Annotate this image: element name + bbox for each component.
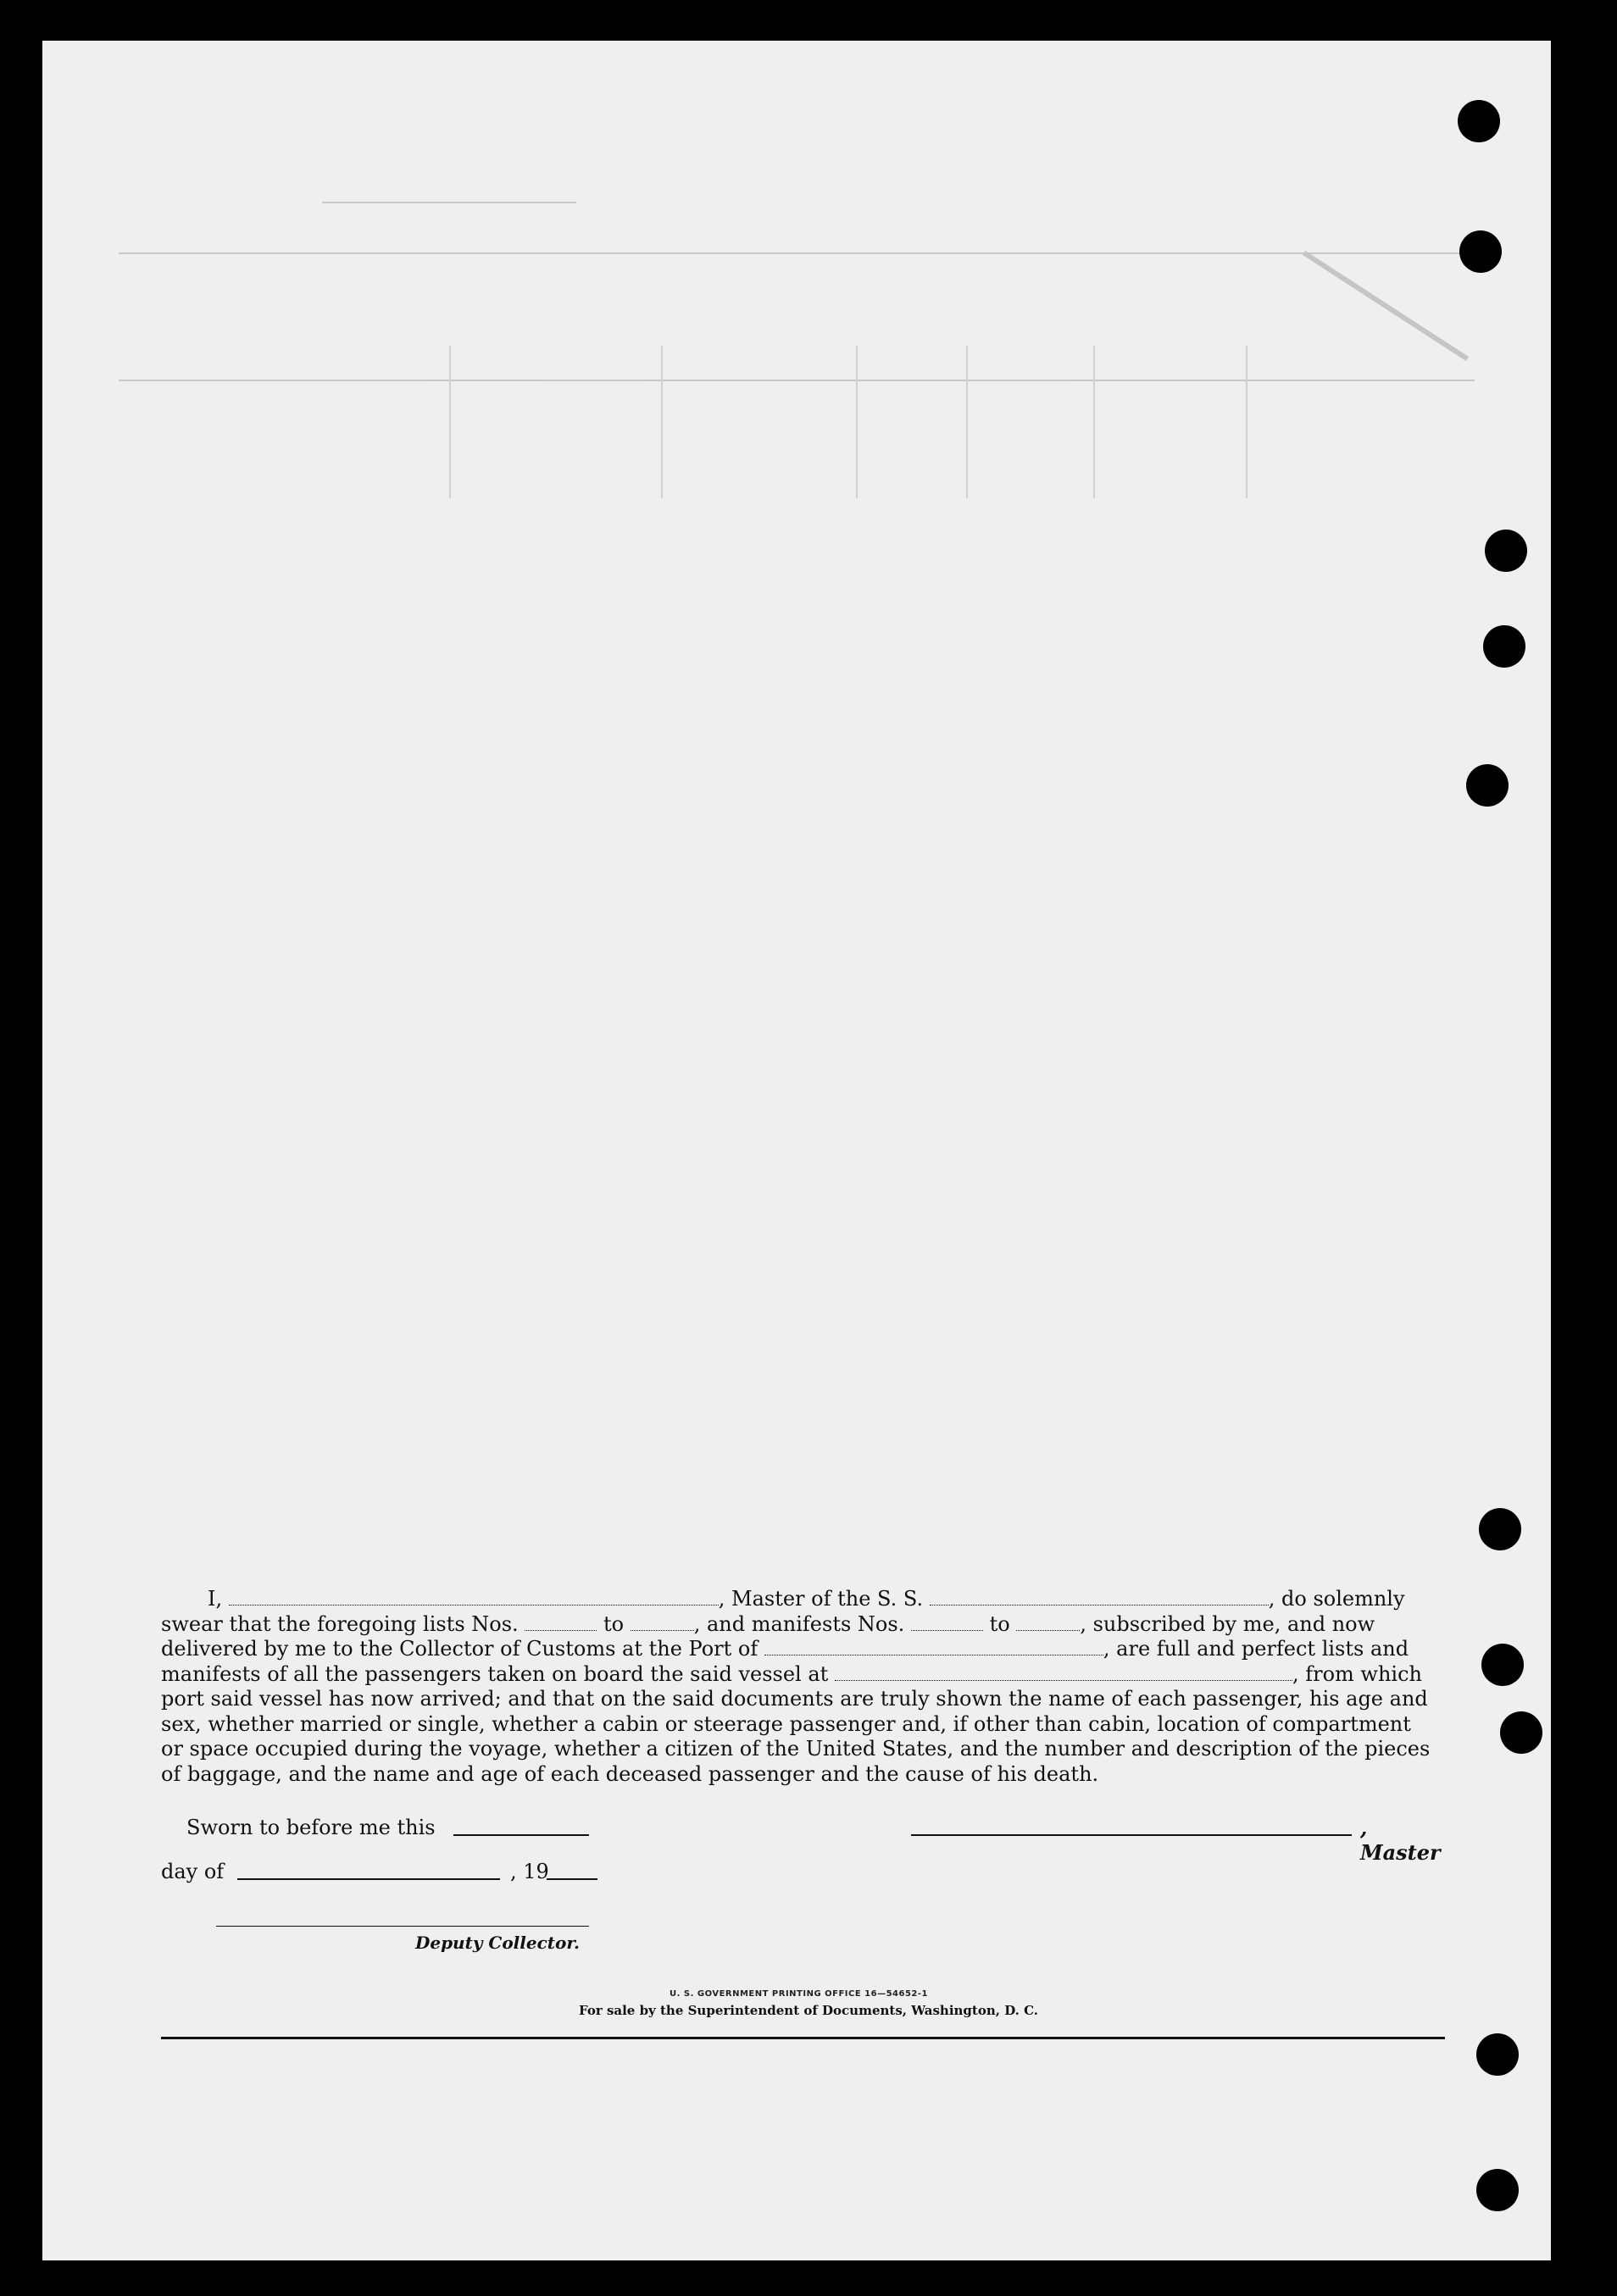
punch-hole <box>1483 625 1525 668</box>
footer-divider <box>161 2037 1445 2039</box>
oath-line-1: I, , Master of the S. S. , do solemnly <box>208 1587 1405 1611</box>
punch-hole <box>1466 764 1509 807</box>
oath-paragraph <box>161 1587 1445 1787</box>
year-label: , 19 <box>510 1860 549 1883</box>
oath-line-5: port said vessel has now arrived; and that on the said documents are truly shown the name of each passenger, his age and <box>161 1687 1428 1711</box>
punch-hole <box>1458 100 1500 142</box>
oath-line-7: or space occupied during the voyage, whether a citizen of the United States, and the number and description of the pieces <box>161 1737 1431 1761</box>
master-label: , Master <box>1360 1816 1441 1865</box>
day-of-label: day of <box>161 1860 225 1883</box>
oath-line-2: swear that the foregoing lists Nos. to , and manifests Nos. to , subscribed by me, and now <box>161 1611 1375 1636</box>
punch-hole <box>1476 2033 1519 2076</box>
deputy-collector-label: Deputy Collector. <box>415 1933 581 1953</box>
punch-hole <box>1500 1711 1542 1754</box>
oath-line-3: delivered by me to the Collector of Customs at the Port of , are full and perfect lists and <box>161 1637 1409 1661</box>
bleed-through-artifact <box>119 75 1475 498</box>
sworn-label: Sworn to before me this <box>186 1816 436 1839</box>
punch-hole <box>1476 2169 1519 2211</box>
oath-line-8: of baggage, and the name and age of each deceased passenger and the cause of his death. <box>161 1761 1099 1786</box>
oath-line-6: sex, whether married or single, whether a cabin or steerage passenger and, if other than cabin, location of compartment <box>161 1711 1411 1736</box>
deputy-signature-field[interactable] <box>216 1926 589 1927</box>
punch-hole <box>1459 230 1502 273</box>
oath-line-4: manifests of all the passengers taken on board the said vessel at , from which <box>161 1661 1422 1686</box>
year-field[interactable] <box>547 1878 597 1880</box>
punch-hole <box>1485 530 1527 572</box>
pen-mark <box>1303 251 1469 361</box>
sworn-date-field[interactable] <box>453 1834 589 1836</box>
for-sale-notice: For sale by the Superintendent of Documents, Washington, D. C. <box>578 2003 1039 2018</box>
punch-hole <box>1479 1508 1521 1550</box>
signature-block <box>161 1816 1445 1968</box>
master-signature-field[interactable] <box>911 1834 1352 1836</box>
document-page <box>42 41 1551 2260</box>
day-field[interactable] <box>237 1878 500 1880</box>
punch-hole <box>1481 1644 1524 1686</box>
printing-office-imprint: U. S. GOVERNMENT PRINTING OFFICE 16—54652-1 <box>670 1989 928 1999</box>
